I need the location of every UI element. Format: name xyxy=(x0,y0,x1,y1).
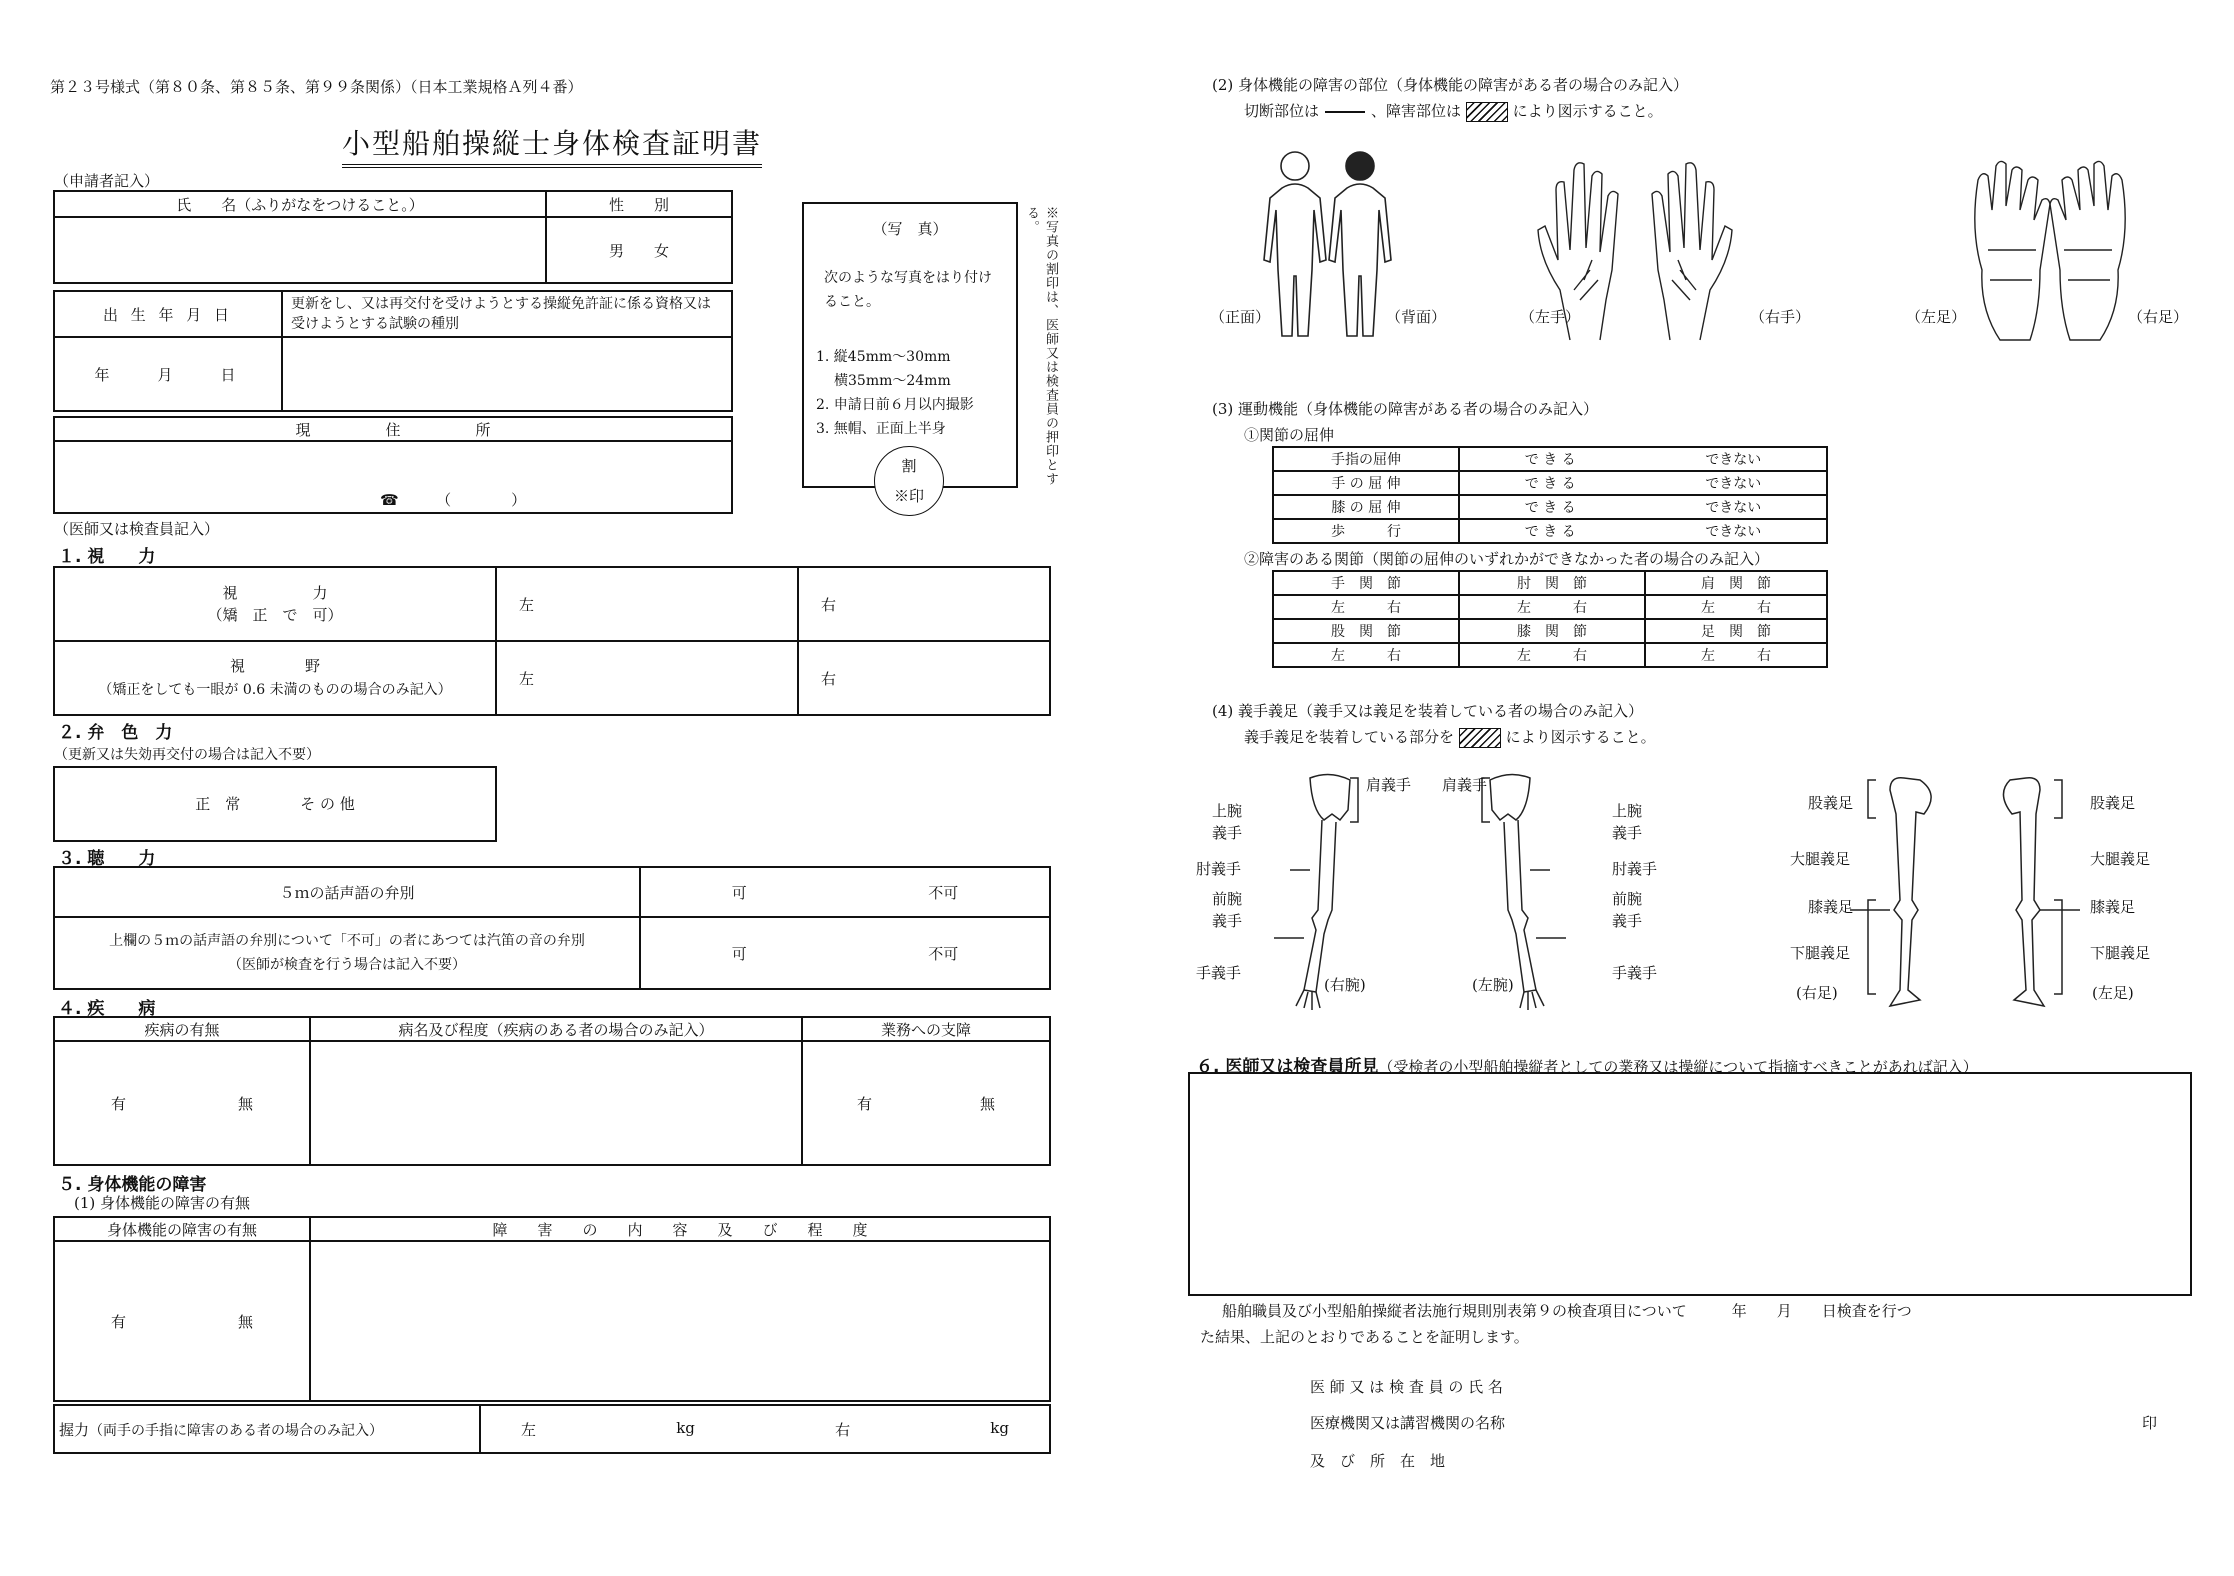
label-lower-leg-right: 下腿義足 xyxy=(1790,944,1851,962)
label-forearm-left-1: 前腕 xyxy=(1612,890,1643,908)
physical-heading: ５. 身体機能の障害 xyxy=(58,1175,207,1195)
photo-instructions: 次のような写真をはり付けること。 xyxy=(824,270,992,310)
hearing-row2-sub: （医師が検査を行う場合は記入不要） xyxy=(228,957,466,973)
joint-hip-lr[interactable]: 左 右 xyxy=(1273,643,1459,667)
name-label: 氏 名（ふりがなをつけること。） xyxy=(54,191,546,217)
affected-joints-table xyxy=(1272,570,1828,668)
grip-right-kg: kg xyxy=(990,1418,1009,1437)
vision-heading: １. 視 力 xyxy=(58,547,156,567)
label-knee-right: 膝義足 xyxy=(1808,898,1854,916)
seal-bottom: ※印 xyxy=(893,487,924,505)
physical-no[interactable]: 無 xyxy=(237,1312,253,1331)
body-front-figure xyxy=(1264,152,1326,336)
disease-impact[interactable] xyxy=(802,1041,1050,1165)
photo-item1b: 横35mm～24mm xyxy=(834,373,951,389)
license-label: 更新をし、又は再交付を受けようとする操縦免許証に係る資格又は受けようとする試験の種別 xyxy=(282,291,732,337)
vision-table xyxy=(53,566,1051,716)
opinion-heading-note: （受検者の小型船舶操縦者としての業務又は操縦について指摘すべきことがあれば記入） xyxy=(1378,1058,1978,1076)
location-note-c: により図示すること。 xyxy=(1512,102,1663,120)
label-lower-leg-left: 下腿義足 xyxy=(2090,944,2151,962)
cut-line-icon xyxy=(1325,111,1365,113)
right-foot-figure xyxy=(2050,161,2125,340)
disease-yes[interactable]: 有 xyxy=(110,1094,126,1113)
cert-line1: 船舶職員及び小型船舶操縦者法施行規則別表第９の検査項目について 年 月 日検査を行つ xyxy=(1222,1302,1912,1320)
sign-seal: 印 xyxy=(2142,1414,2158,1432)
label-forearm-right-2: 義手 xyxy=(1212,912,1243,930)
grip-note: （両手の手指に障害のある者の場合のみ記入） xyxy=(89,1422,384,1439)
field-sub: （矯正をしても一眼が 0.6 未満のものの場合のみ記入） xyxy=(98,682,452,698)
label-elbow-right: 肘義手 xyxy=(1196,860,1242,878)
label-front: （正面） xyxy=(1210,308,1271,326)
motor-heading: (3) 運動機能（身体機能の障害がある者の場合のみ記入） xyxy=(1212,400,1599,418)
flex-row-3-options[interactable] xyxy=(1459,495,1827,519)
hearing-row2-label: 上欄の５ｍの話声語の弁別について「不可」の者にあつては汽笛の音の弁別 xyxy=(109,933,585,949)
seal-top: 割 xyxy=(901,457,917,475)
sign-institution-name: 医療機関又は講習機関の名称 xyxy=(1310,1414,1506,1432)
prosthesis-note-b: により図示すること。 xyxy=(1505,728,1656,746)
joint-knee: 膝 関 節 xyxy=(1459,619,1645,643)
flex-row-4-label: 歩 行 xyxy=(1273,519,1459,543)
prosthesis-hatch-icon xyxy=(1459,728,1501,748)
motor-sub1: ①関節の屈伸 xyxy=(1244,426,1335,444)
physical-table xyxy=(53,1216,1051,1402)
sex-options[interactable]: 男 女 xyxy=(546,217,732,283)
sign-address: 及 び 所 在 地 xyxy=(1310,1452,1446,1470)
flex-row-2-label: 手 の 屈 伸 xyxy=(1273,471,1459,495)
label-upper-arm-left-1: 上腕 xyxy=(1612,802,1643,820)
joint-ankle: 足 関 節 xyxy=(1645,619,1827,643)
label-right-arm: (右腕) xyxy=(1324,976,1366,994)
body-back-figure xyxy=(1329,152,1391,336)
photo-title: （写 真） xyxy=(872,220,948,238)
impact-yes[interactable]: 有 xyxy=(856,1094,872,1113)
joint-shoulder: 肩 関 節 xyxy=(1645,571,1827,595)
joint-elbow: 肘 関 節 xyxy=(1459,571,1645,595)
label-shoulder-right: 肩義手 xyxy=(1366,776,1412,794)
form-number: 第２３号様式（第８０条、第８５条、第９９条関係）（日本工業規格Ａ列４番） xyxy=(50,78,583,96)
physical-col1: 身体機能の障害の有無 xyxy=(54,1217,310,1241)
right-hand-figure xyxy=(1652,163,1732,340)
joint-wrist-lr[interactable]: 左 右 xyxy=(1273,595,1459,619)
license-field[interactable] xyxy=(282,337,732,411)
grip-label: 握力 xyxy=(59,1420,90,1439)
joint-shoulder-lr[interactable]: 左 右 xyxy=(1645,595,1827,619)
label-hip-right: 股義足 xyxy=(1808,794,1854,812)
field-label: 視 野 xyxy=(229,657,320,675)
label-left-arm: (左腕) xyxy=(1472,976,1514,994)
label-right-leg: (右足) xyxy=(1796,984,1838,1002)
seal-circle xyxy=(874,446,944,516)
label-left-leg: (左足) xyxy=(2092,984,2134,1002)
label-thigh-right: 大腿義足 xyxy=(1790,850,1851,868)
physical-sub1: (1) 身体機能の障害の有無 xyxy=(74,1194,251,1212)
hatch-pattern-icon xyxy=(1466,102,1508,122)
flex-row-4-can[interactable]: で き る xyxy=(1524,524,1576,540)
physical-yes[interactable]: 有 xyxy=(110,1312,126,1331)
impact-no[interactable]: 無 xyxy=(979,1094,995,1113)
joint-knee-lr[interactable]: 左 右 xyxy=(1459,643,1645,667)
physical-presence[interactable] xyxy=(54,1241,310,1401)
applicant-table xyxy=(53,190,733,284)
disease-col2: 病名及び程度（疾病のある者の場合のみ記入） xyxy=(310,1017,802,1041)
location-note-a: 切断部位は xyxy=(1244,102,1320,120)
label-upper-arm-right-1: 上腕 xyxy=(1212,802,1243,820)
prosthesis-note-a: 義手義足を装着している部分を xyxy=(1244,728,1455,746)
hearing-row1-label: ５ｍの話声語の弁別 xyxy=(54,867,640,917)
disease-presence[interactable] xyxy=(54,1041,310,1165)
flex-row-1-label: 手指の屈伸 xyxy=(1273,447,1459,471)
examiner-section-label: （医師又は検査員記入） xyxy=(54,520,220,538)
grip-values[interactable] xyxy=(480,1405,1050,1453)
grip-right: 右 xyxy=(835,1420,851,1439)
location-heading: (2) 身体機能の障害の部位（身体機能の障害がある者の場合のみ記入） xyxy=(1212,76,1689,94)
applicant-section-label: （申請者記入） xyxy=(54,172,160,190)
flex-row-3-can[interactable]: で き る xyxy=(1524,500,1576,516)
address-table xyxy=(53,416,733,514)
acuity-left[interactable]: 左 xyxy=(496,567,798,641)
prosthesis-note xyxy=(1244,726,1656,748)
location-note xyxy=(1244,100,1663,122)
hearing-heading: ３. 聴 力 xyxy=(58,849,156,869)
field-label-cell xyxy=(54,641,496,715)
color-heading: ２. 弁 色 力 xyxy=(58,723,173,743)
flex-row-1-options[interactable] xyxy=(1459,447,1827,471)
color-note: （更新又は失効再交付の場合は記入不要） xyxy=(54,747,320,763)
label-forearm-right-1: 前腕 xyxy=(1212,890,1243,908)
phone-text: ☎ （ ） xyxy=(380,491,527,509)
label-back: （背面） xyxy=(1386,308,1447,326)
flex-row-3-cannot[interactable]: できない xyxy=(1705,500,1762,516)
grip-table xyxy=(53,1404,1051,1454)
joint-wrist: 手 関 節 xyxy=(1273,571,1459,595)
hearing-table xyxy=(53,866,1051,990)
flex-row-1-cannot[interactable]: できない xyxy=(1705,452,1762,468)
opinion-field[interactable] xyxy=(1188,1072,2192,1296)
address-label: 現 住 所 xyxy=(54,417,732,441)
label-hand-left: 手義手 xyxy=(1612,964,1658,982)
sign-examiner-name: 医 師 又 は 検 査 員 の 氏 名 xyxy=(1310,1378,1503,1396)
right-leg-figure xyxy=(1850,778,1931,1006)
flex-row-3-label: 膝 の 屈 伸 xyxy=(1273,495,1459,519)
physical-col2: 障 害 の 内 容 及 び 程 度 xyxy=(310,1217,1050,1241)
acuity-sub: （矯 正 で 可） xyxy=(207,606,343,624)
cert-line2: た結果、上記のとおりであることを証明します。 xyxy=(1200,1328,1529,1346)
physical-detail-field[interactable] xyxy=(310,1241,1050,1401)
sex-label: 性 別 xyxy=(546,191,732,217)
location-note-b: 、障害部位は xyxy=(1371,102,1462,120)
disease-table xyxy=(53,1016,1051,1166)
birth-value[interactable]: 年 月 日 xyxy=(54,337,282,411)
address-field[interactable] xyxy=(54,441,732,513)
grip-left-kg: kg xyxy=(676,1418,695,1437)
label-thigh-left: 大腿義足 xyxy=(2090,850,2151,868)
name-field[interactable] xyxy=(54,217,546,283)
label-upper-arm-right-2: 義手 xyxy=(1212,824,1243,842)
birth-table xyxy=(53,290,733,412)
disease-heading: ４. 疾 病 xyxy=(58,999,156,1019)
opinion-heading: ６. 医師又は検査員所見 xyxy=(1196,1057,1379,1077)
flex-row-1-can[interactable]: で き る xyxy=(1524,452,1576,468)
field-left[interactable]: 左 xyxy=(496,641,798,715)
joint-ankle-lr[interactable]: 左 右 xyxy=(1645,643,1827,667)
photo-side-note: ※写真の割印は、医師又は検査員の押印とする。 xyxy=(1024,206,1058,486)
hearing-row1-ok[interactable]: 可 xyxy=(731,883,747,902)
label-left-foot: （左足） xyxy=(1906,308,1967,326)
acuity-label: 視 力 xyxy=(222,584,328,602)
flex-row-2-can[interactable]: で き る xyxy=(1524,476,1576,492)
label-shoulder-left: 肩義手 xyxy=(1442,776,1488,794)
label-left-hand: （左手） xyxy=(1520,308,1581,326)
label-upper-arm-left-2: 義手 xyxy=(1612,824,1643,842)
prosthesis-heading: (4) 義手義足（義手又は義足を装着している者の場合のみ記入） xyxy=(1212,702,1644,720)
hearing-row1-ng[interactable]: 不可 xyxy=(928,883,959,902)
flex-row-2-options[interactable] xyxy=(1459,471,1827,495)
disease-col3: 業務への支障 xyxy=(802,1017,1050,1041)
hearing-row2-options[interactable] xyxy=(640,917,1050,989)
photo-item1: 1. 縦45mm～30mm xyxy=(816,349,951,365)
joint-hip: 股 関 節 xyxy=(1273,619,1459,643)
label-hip-left: 股義足 xyxy=(2090,794,2136,812)
disease-no[interactable]: 無 xyxy=(237,1094,253,1113)
label-right-foot: （右足） xyxy=(2128,308,2189,326)
label-knee-left: 膝義足 xyxy=(2090,898,2136,916)
disease-col1: 疾病の有無 xyxy=(54,1017,310,1041)
grip-label-cell xyxy=(54,1405,480,1453)
label-hand-right: 手義手 xyxy=(1196,964,1242,982)
birth-label: 出 生 年 月 日 xyxy=(54,291,282,337)
acuity-label-cell xyxy=(54,567,496,641)
label-right-hand: （右手） xyxy=(1750,308,1811,326)
flex-row-4-options[interactable] xyxy=(1459,519,1827,543)
photo-item2: 2. 申請日前６月以内撮影 xyxy=(816,397,974,413)
hearing-row2-ng[interactable]: 不可 xyxy=(928,944,959,963)
disease-name-field[interactable] xyxy=(310,1041,802,1165)
joint-elbow-lr[interactable]: 左 右 xyxy=(1459,595,1645,619)
photo-item3: 3. 無帽、正面上半身 xyxy=(816,421,946,437)
grip-left: 左 xyxy=(521,1420,537,1439)
flex-row-2-cannot[interactable]: できない xyxy=(1705,476,1762,492)
motor-sub2: ②障害のある関節（関節の屈伸のいずれかができなかった者の場合のみ記入） xyxy=(1244,550,1770,568)
acuity-right[interactable]: 右 xyxy=(798,567,1050,641)
label-elbow-left: 肘義手 xyxy=(1612,860,1658,878)
hearing-row2-ok[interactable]: 可 xyxy=(731,944,747,963)
color-options[interactable]: 正 常 そ の 他 xyxy=(53,766,497,842)
field-right[interactable]: 右 xyxy=(798,641,1050,715)
hearing-row2-cell xyxy=(54,917,640,989)
joint-flex-table xyxy=(1272,446,1828,544)
flex-row-4-cannot[interactable]: できない xyxy=(1705,524,1762,540)
label-forearm-left-2: 義手 xyxy=(1612,912,1643,930)
body-diagram xyxy=(1240,140,2200,350)
left-foot-figure xyxy=(1975,161,2050,340)
document-title: 小型船舶操縦士身体検査証明書 xyxy=(342,122,762,168)
hearing-row1-options[interactable] xyxy=(640,867,1050,917)
left-leg-figure xyxy=(2003,778,2080,1006)
